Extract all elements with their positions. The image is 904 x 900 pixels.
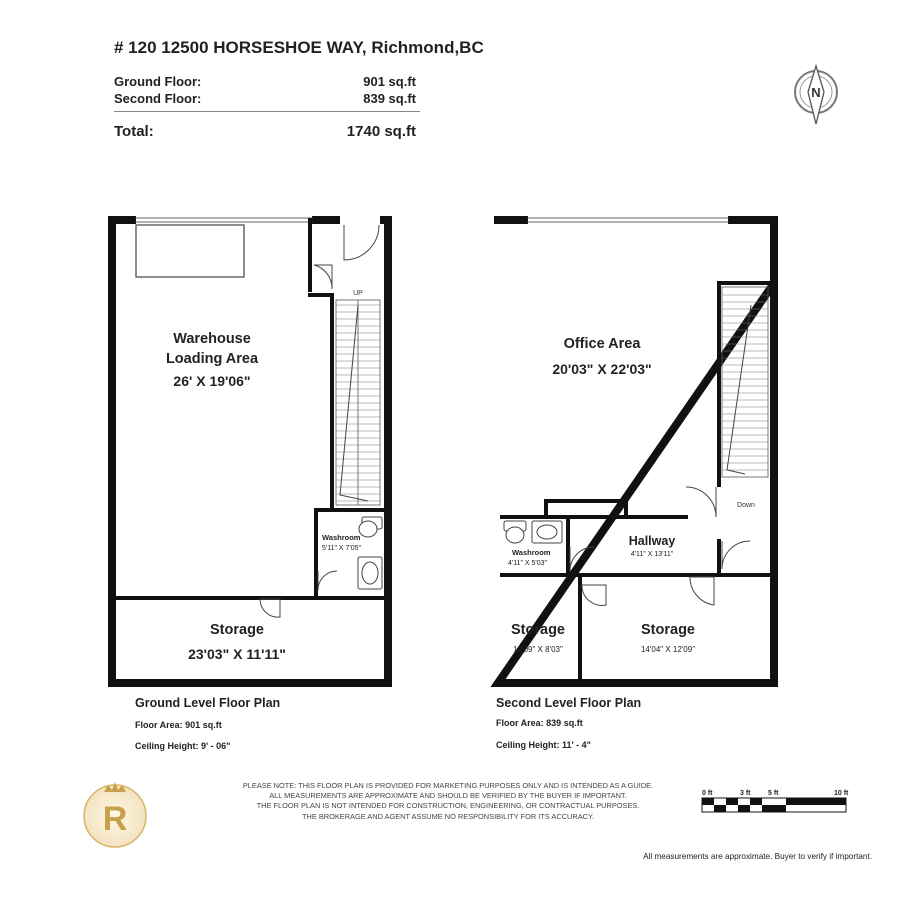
ground-ceiling-height: Ceiling Height: 9' - 06"	[135, 741, 231, 751]
scale-block	[750, 805, 762, 812]
ground-outer-wall	[112, 220, 388, 683]
total-area: 1740 sq.ft	[346, 123, 416, 140]
scale-block	[750, 798, 762, 805]
ground-washroom-label: Washroom	[322, 533, 361, 542]
second-floor-area: 839 sq.ft	[363, 91, 416, 106]
scale-tick-label: 3 ft	[740, 790, 751, 797]
crown-r-logo-icon	[78, 776, 152, 850]
second-floor-area-note: Floor Area: 839 sq.ft	[496, 718, 583, 728]
second-washroom-dimensions: 4'11" X 5'03"	[508, 560, 548, 567]
scale-tick-label: 5 ft	[768, 790, 779, 797]
scale-tick-label: 10 ft	[834, 790, 849, 797]
ground-floor-label: Ground Floor:	[114, 74, 202, 89]
ground-washroom-dimensions: 5'11" X 7'05"	[322, 545, 362, 552]
scale-block	[762, 805, 786, 812]
disclaimer-line: THE BROKERAGE AND AGENT ASSUME NO RESPONSIBILITY FOR ITS ACCURACY.	[302, 811, 594, 821]
scale-block	[702, 798, 714, 805]
property-address: # 120 12500 HORSESHOE WAY, Richmond,BC	[114, 38, 484, 57]
disclaimer-line: THE FLOOR PLAN IS NOT INTENDED FOR CONSTRUCTION, ENGINEERING, OR CONTRACTUAL PURPOSES.	[256, 801, 640, 811]
scale-block	[762, 798, 786, 805]
scale-block	[714, 805, 726, 812]
ground-floor-area-note: Floor Area: 901 sq.ft	[135, 720, 222, 730]
storage-b-label: Storage	[641, 622, 695, 638]
second-level-plan	[486, 205, 786, 695]
logo-letter: R	[102, 800, 128, 838]
scale-block	[786, 805, 846, 812]
second-floor-label: Second Floor:	[114, 91, 202, 106]
warehouse-label-line1: Warehouse	[173, 331, 251, 347]
storage-b-dimensions: 14'04" X 12'09"	[640, 645, 696, 654]
total-label: Total:	[114, 123, 154, 140]
office-dimensions: 20'03" X 22'03"	[552, 361, 652, 377]
second-ceiling-height: Ceiling Height: 11' - 4"	[496, 740, 591, 750]
scale-block	[702, 805, 714, 812]
office-label: Office Area	[563, 336, 641, 352]
scale-block	[726, 798, 738, 805]
ground-level-plan	[100, 205, 400, 695]
scale-block	[726, 805, 738, 812]
second-plan-caption: Second Level Floor Plan	[496, 696, 642, 710]
scale-tick-label: 0 ft	[702, 790, 713, 797]
hallway-dimensions: 4'11" X 13'11"	[630, 551, 674, 558]
second-washroom-label: Washroom	[512, 548, 551, 557]
ground-floor-area: 901 sq.ft	[363, 74, 416, 89]
storage-a-label: Storage	[511, 622, 565, 638]
ground-plan-caption: Ground Level Floor Plan	[135, 696, 281, 710]
scale-block	[738, 798, 750, 805]
north-compass-icon	[788, 64, 844, 126]
scale-bar	[696, 786, 856, 818]
summary-divider	[114, 111, 420, 112]
scale-block	[714, 798, 726, 805]
storage-a-dimensions: 12'09" X 8'03"	[513, 645, 563, 654]
scale-block	[786, 798, 846, 805]
disclaimer	[228, 781, 668, 822]
ground-stair-label: UP	[353, 290, 363, 297]
measurement-footnote: All measurements are approximate. Buyer to verify if important.	[643, 852, 872, 861]
compass-letter: N	[811, 85, 821, 100]
ground-storage-label: Storage	[210, 622, 264, 638]
second-outer-wall	[498, 220, 774, 683]
scale-block	[738, 805, 750, 812]
warehouse-dimensions: 26' X 19'06"	[173, 373, 251, 389]
second-stair-label: Down	[737, 502, 755, 509]
warehouse-label-line2: Loading Area	[165, 351, 259, 367]
disclaimer-line: PLEASE NOTE: THIS FLOOR PLAN IS PROVIDED FOR MARKETING PURPOSES ONLY AND IS INTENDED AS A GUIDE.	[242, 781, 654, 790]
disclaimer-line: ALL MEASUREMENTS ARE APPROXIMATE AND SHOULD BE VERIFIED BY THE BUYER IF IMPORTANT.	[269, 791, 627, 801]
hallway-label: Hallway	[628, 534, 676, 548]
ground-storage-dimensions: 23'03" X 11'11"	[188, 646, 286, 662]
